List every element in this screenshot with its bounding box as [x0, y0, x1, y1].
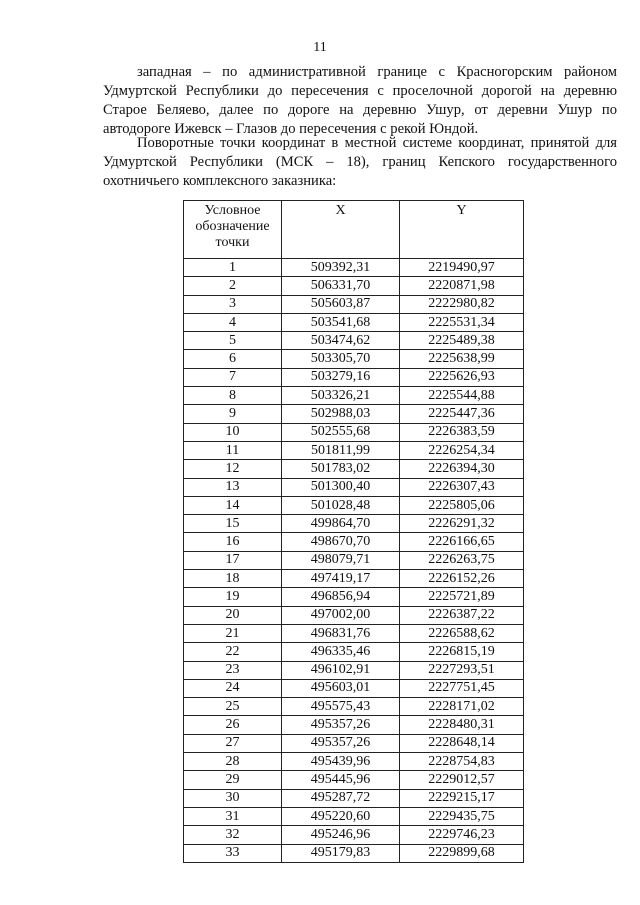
cell-y: 2220871,98 — [400, 277, 524, 295]
cell-x: 502988,03 — [282, 405, 400, 423]
cell-x: 499864,70 — [282, 515, 400, 533]
cell-x: 495357,26 — [282, 716, 400, 734]
table-row — [184, 313, 524, 331]
cell-x: 496335,46 — [282, 643, 400, 661]
cell-y: 2228171,02 — [400, 698, 524, 716]
cell-y: 2229215,17 — [400, 789, 524, 807]
cell-x: 495575,43 — [282, 698, 400, 716]
cell-point-number: 21 — [184, 624, 282, 642]
cell-x: 506331,70 — [282, 277, 400, 295]
table-row — [184, 332, 524, 350]
cell-x: 501811,99 — [282, 441, 400, 459]
table-row — [184, 496, 524, 514]
cell-point-number: 12 — [184, 460, 282, 478]
table-row — [184, 570, 524, 588]
cell-x: 505603,87 — [282, 295, 400, 313]
cell-y: 2219490,97 — [400, 259, 524, 277]
table-row — [184, 844, 524, 862]
table-row — [184, 533, 524, 551]
cell-point-number: 24 — [184, 679, 282, 697]
cell-x: 503474,62 — [282, 332, 400, 350]
cell-x: 503326,21 — [282, 387, 400, 405]
cell-y: 2225544,88 — [400, 387, 524, 405]
table-row — [184, 753, 524, 771]
cell-y: 2226387,22 — [400, 606, 524, 624]
cell-x: 502555,68 — [282, 423, 400, 441]
cell-point-number: 18 — [184, 570, 282, 588]
cell-y: 2226152,26 — [400, 570, 524, 588]
cell-point-number: 11 — [184, 441, 282, 459]
cell-y: 2227751,45 — [400, 679, 524, 697]
table-row — [184, 606, 524, 624]
cell-point-number: 2 — [184, 277, 282, 295]
cell-x: 495603,01 — [282, 679, 400, 697]
cell-y: 2229012,57 — [400, 771, 524, 789]
coordinates-intro-paragraph: Поворотные точки координат в местной системе координат, принятой для Удмуртской Республики (МСК – 18), границ Кепского государственного охотничьего комплексного заказника: — [103, 135, 617, 189]
cell-y: 2227293,51 — [400, 661, 524, 679]
cell-x: 495357,26 — [282, 734, 400, 752]
cell-x: 503305,70 — [282, 350, 400, 368]
table-row — [184, 698, 524, 716]
table-row — [184, 277, 524, 295]
cell-point-number: 29 — [184, 771, 282, 789]
table-row — [184, 807, 524, 825]
cell-point-number: 26 — [184, 716, 282, 734]
table-row — [184, 350, 524, 368]
cell-point-number: 13 — [184, 478, 282, 496]
cell-y: 2226394,30 — [400, 460, 524, 478]
cell-point-number: 30 — [184, 789, 282, 807]
table-row — [184, 259, 524, 277]
cell-y: 2226254,34 — [400, 441, 524, 459]
coordinates-table — [183, 200, 524, 863]
table-row — [184, 588, 524, 606]
table-row — [184, 387, 524, 405]
cell-point-number: 33 — [184, 844, 282, 862]
cell-x: 495439,96 — [282, 753, 400, 771]
header-point-label: Условное обозначение точки — [184, 201, 282, 259]
table-row — [184, 826, 524, 844]
table-row — [184, 295, 524, 313]
cell-y: 2228648,14 — [400, 734, 524, 752]
header-y: Y — [400, 201, 524, 259]
cell-point-number: 6 — [184, 350, 282, 368]
boundary-description-paragraph: западная – по административной границе с Красногорским районом Удмуртской Республики до пересечения с проселочной дорогой на деревню Старое Беляево, далее по дороге на деревню Ушур, от деревни Ушур по автодороге Ижевск – Глазов до пересечения с рекой Юндой. — [103, 64, 617, 137]
cell-x: 498670,70 — [282, 533, 400, 551]
cell-point-number: 22 — [184, 643, 282, 661]
cell-point-number: 19 — [184, 588, 282, 606]
table-row — [184, 405, 524, 423]
cell-x: 496831,76 — [282, 624, 400, 642]
cell-y: 2228754,83 — [400, 753, 524, 771]
cell-point-number: 5 — [184, 332, 282, 350]
cell-point-number: 7 — [184, 368, 282, 386]
header-x: X — [282, 201, 400, 259]
cell-point-number: 10 — [184, 423, 282, 441]
cell-x: 495445,96 — [282, 771, 400, 789]
cell-x: 503541,68 — [282, 313, 400, 331]
cell-y: 2229435,75 — [400, 807, 524, 825]
cell-y: 2225531,34 — [400, 313, 524, 331]
table-row — [184, 515, 524, 533]
table-row — [184, 771, 524, 789]
table-row — [184, 423, 524, 441]
cell-point-number: 28 — [184, 753, 282, 771]
cell-point-number: 23 — [184, 661, 282, 679]
cell-y: 2226166,65 — [400, 533, 524, 551]
cell-y: 2222980,82 — [400, 295, 524, 313]
cell-y: 2225626,93 — [400, 368, 524, 386]
table-row — [184, 460, 524, 478]
cell-x: 496856,94 — [282, 588, 400, 606]
cell-y: 2225447,36 — [400, 405, 524, 423]
cell-point-number: 15 — [184, 515, 282, 533]
cell-x: 497419,17 — [282, 570, 400, 588]
cell-y: 2225805,06 — [400, 496, 524, 514]
cell-point-number: 32 — [184, 826, 282, 844]
cell-x: 496102,91 — [282, 661, 400, 679]
table-row — [184, 734, 524, 752]
table-body — [184, 259, 524, 863]
table-row — [184, 478, 524, 496]
cell-point-number: 20 — [184, 606, 282, 624]
cell-point-number: 17 — [184, 551, 282, 569]
cell-x: 501028,48 — [282, 496, 400, 514]
cell-y: 2226815,19 — [400, 643, 524, 661]
cell-x: 497002,00 — [282, 606, 400, 624]
cell-x: 501783,02 — [282, 460, 400, 478]
cell-point-number: 14 — [184, 496, 282, 514]
cell-point-number: 16 — [184, 533, 282, 551]
cell-x: 498079,71 — [282, 551, 400, 569]
cell-point-number: 8 — [184, 387, 282, 405]
table-row — [184, 441, 524, 459]
cell-x: 495179,83 — [282, 844, 400, 862]
table-row — [184, 643, 524, 661]
cell-y: 2226263,75 — [400, 551, 524, 569]
page-number: 11 — [313, 40, 327, 55]
cell-y: 2228480,31 — [400, 716, 524, 734]
cell-point-number: 9 — [184, 405, 282, 423]
cell-point-number: 1 — [184, 259, 282, 277]
cell-y: 2225638,99 — [400, 350, 524, 368]
cell-y: 2225721,89 — [400, 588, 524, 606]
table-header-row — [184, 201, 524, 259]
cell-y: 2226383,59 — [400, 423, 524, 441]
cell-point-number: 4 — [184, 313, 282, 331]
cell-y: 2226291,32 — [400, 515, 524, 533]
table-row — [184, 679, 524, 697]
table-row — [184, 789, 524, 807]
cell-y: 2225489,38 — [400, 332, 524, 350]
cell-y: 2229899,68 — [400, 844, 524, 862]
cell-x: 495287,72 — [282, 789, 400, 807]
cell-point-number: 27 — [184, 734, 282, 752]
table-row — [184, 551, 524, 569]
cell-point-number: 31 — [184, 807, 282, 825]
table-row — [184, 368, 524, 386]
table-row — [184, 661, 524, 679]
cell-x: 503279,16 — [282, 368, 400, 386]
cell-point-number: 25 — [184, 698, 282, 716]
table-row — [184, 716, 524, 734]
cell-y: 2226307,43 — [400, 478, 524, 496]
cell-x: 495220,60 — [282, 807, 400, 825]
table-row — [184, 624, 524, 642]
cell-y: 2229746,23 — [400, 826, 524, 844]
cell-y: 2226588,62 — [400, 624, 524, 642]
cell-x: 501300,40 — [282, 478, 400, 496]
cell-point-number: 3 — [184, 295, 282, 313]
cell-x: 509392,31 — [282, 259, 400, 277]
cell-x: 495246,96 — [282, 826, 400, 844]
